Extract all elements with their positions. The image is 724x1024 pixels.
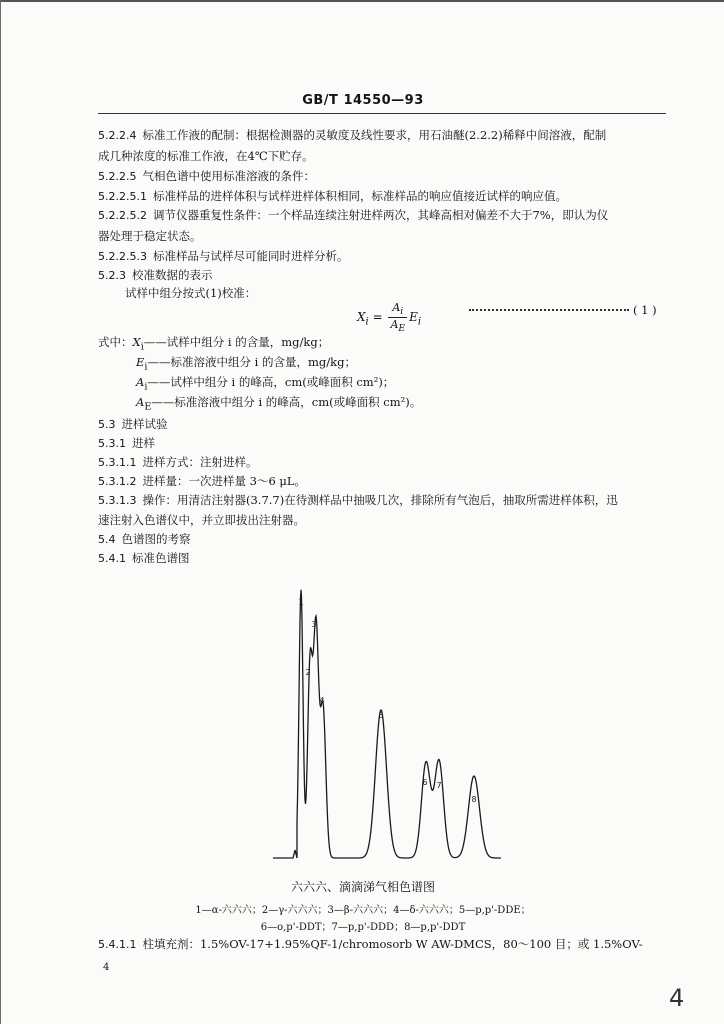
peak-label: 8 [471,795,477,804]
paragraph-line [98,513,305,527]
header-rule [98,113,666,114]
clause-text: 器处理于稳定状态。 [98,229,202,243]
calibration-formula [357,301,421,334]
clause-number: 5.3.1 [98,437,126,450]
clause-number: 5.3 [98,418,116,431]
clause-number: 5.3.1.3 [98,494,137,507]
paragraph-line [98,169,315,184]
definition-line [136,375,394,394]
clause-number: 5.4.1.1 [98,938,137,951]
peak-label: 1 [298,598,304,607]
clause-text: 标准样品与试样尽可能同时进样分析。 [152,249,349,263]
paragraph-line [98,937,643,952]
clause-number: 5.3.1.2 [98,475,137,488]
clause-number: 5.4.1 [98,552,126,565]
definition-text: ——试样中组分 i 的含量，mg/kg； [143,335,330,349]
formula-rhs: E [409,310,418,325]
clause-number: 5.2.2.4 [98,129,137,142]
definition-text: ——标准溶液中组分 i 的含量，mg/kg； [147,355,356,369]
definition-lead: 式中： [98,335,133,349]
formula-rhs-sub: i [417,316,422,328]
definition-symbol-sub: E [144,401,152,413]
peak-label: 6 [422,778,428,787]
clause-text: 进样方式：注射进样。 [142,455,258,469]
clause-number: 5.2.2.5 [98,170,137,183]
formula-equals: = [368,310,387,325]
formula-fraction [388,301,407,334]
peak-labels [298,598,476,804]
clause-number: 5.2.3 [98,269,126,282]
clause-text: 操作：用清洁注射器(3.7.7)在待测样品中抽吸几次，排除所有气泡后，抽取所需进样体积，迅 [142,493,618,507]
clause-text: 柱填充剂：1.5%OV-17+1.95%QF-1/chromosorb W AW-DMCS，80～100 目；或 1.5%OV- [142,937,643,951]
clause-text: 色谱图的考察 [121,532,191,546]
definition-symbol-sub: i [144,381,148,393]
definition-text: ——标准溶液中组分 i 的峰高，cm(或峰面积 cm²)。 [151,395,422,409]
paragraph-line [98,208,608,223]
clause-text: 进样试验 [121,417,168,431]
paragraph-line [98,268,213,283]
clause-number: 5.4 [98,533,116,546]
paragraph-line [98,455,257,470]
paragraph-line [98,229,202,243]
clause-text: 速注射入色谱仪中，并立即拔出注射器。 [98,513,305,527]
peak-label: 2 [305,668,311,677]
paragraph-line [98,149,314,163]
paragraph-line [98,474,306,489]
definition-line [136,395,421,414]
paragraph-line [98,436,155,451]
paragraph-line [98,128,606,143]
formula-numerator: A [392,301,401,314]
clause-text: 进样量：一次进样量 3～6 μL。 [142,474,307,488]
peak-label: 3 [311,620,317,629]
paragraph-line [98,551,190,566]
clause-number: 5.2.2.5.2 [98,209,147,222]
definition-symbol: X [132,335,141,349]
paragraph-line [98,189,567,204]
page-number: 4 [669,984,685,1012]
definition-symbol: A [136,395,145,409]
clause-number: 5.3.1.1 [98,456,137,469]
paragraph-line [98,493,618,508]
definition-symbol-sub: i [144,361,148,373]
clause-text: 标准色谱图 [132,551,190,565]
peak-label: 4 [319,696,325,705]
clause-text: 标准样品的进样体积与试样进样体积相同，标准样品的响应值接近试样的响应值。 [152,189,567,203]
figure-legend-line: 6—o,p'-DDT；7—p,p'-DDD；8—p,p'-DDT [260,922,466,933]
clause-text: 试样中组分按式(1)校准： [125,286,257,300]
formula-lhs: X [357,310,366,325]
clause-text: 成几种浓度的标准工作液，在4℃下贮存。 [98,149,314,163]
formula-numerator-sub: i [400,306,404,318]
formula-denominator: A [390,318,399,332]
formula-leader-dots [469,309,629,311]
chromatogram [273,575,503,867]
figure-caption: 六六六、滴滴涕气相色谱图 [290,880,435,894]
paragraph-line [98,249,348,264]
definition-line [98,335,329,354]
definition-symbol: A [136,375,145,389]
paragraph-line [98,417,168,432]
clause-text: 标准工作液的配制：根据检测器的灵敏度及线性要求，用石油醚(2.2.2)稀释中间溶液，配制 [142,128,607,142]
clause-text: 校准数据的表示 [132,268,213,282]
definition-line [136,355,356,374]
clause-text: 调节仪器重复性条件：一个样品连续注射进样两次，其峰高相对偏差不大于7%，即认为仪 [152,208,609,222]
clause-text: 进样 [132,436,155,450]
equation-number: ( 1 ) [633,303,657,317]
chromatogram-trace [273,590,501,858]
formula-denominator-sub: E [398,323,406,335]
chromatogram-line [273,590,501,858]
clause-number: 5.2.2.5.1 [98,190,147,203]
figure-legend-line: 1—α-六六六；2—γ-六六六；3—β-六六六；4—δ-六六六；5—p,p'-DDE； [195,905,531,916]
paragraph-line [125,286,256,300]
clause-text: 气相色谱中使用标准溶液的条件： [142,169,315,183]
definition-symbol: E [136,355,145,369]
peak-label: 7 [436,781,442,790]
page-top-border [1,0,724,2]
paragraph-line [98,532,191,547]
page-number-small: 4 [103,962,110,973]
definition-symbol-sub: i [140,341,144,353]
peak-label: 5 [378,711,384,720]
clause-number: 5.2.2.5.3 [98,250,147,263]
standard-code-header: GB/T 14550—93 [302,93,424,108]
formula-lhs-sub: i [365,316,369,328]
definition-text: ——试样中组分 i 的峰高，cm(或峰面积 cm²)； [147,375,395,389]
